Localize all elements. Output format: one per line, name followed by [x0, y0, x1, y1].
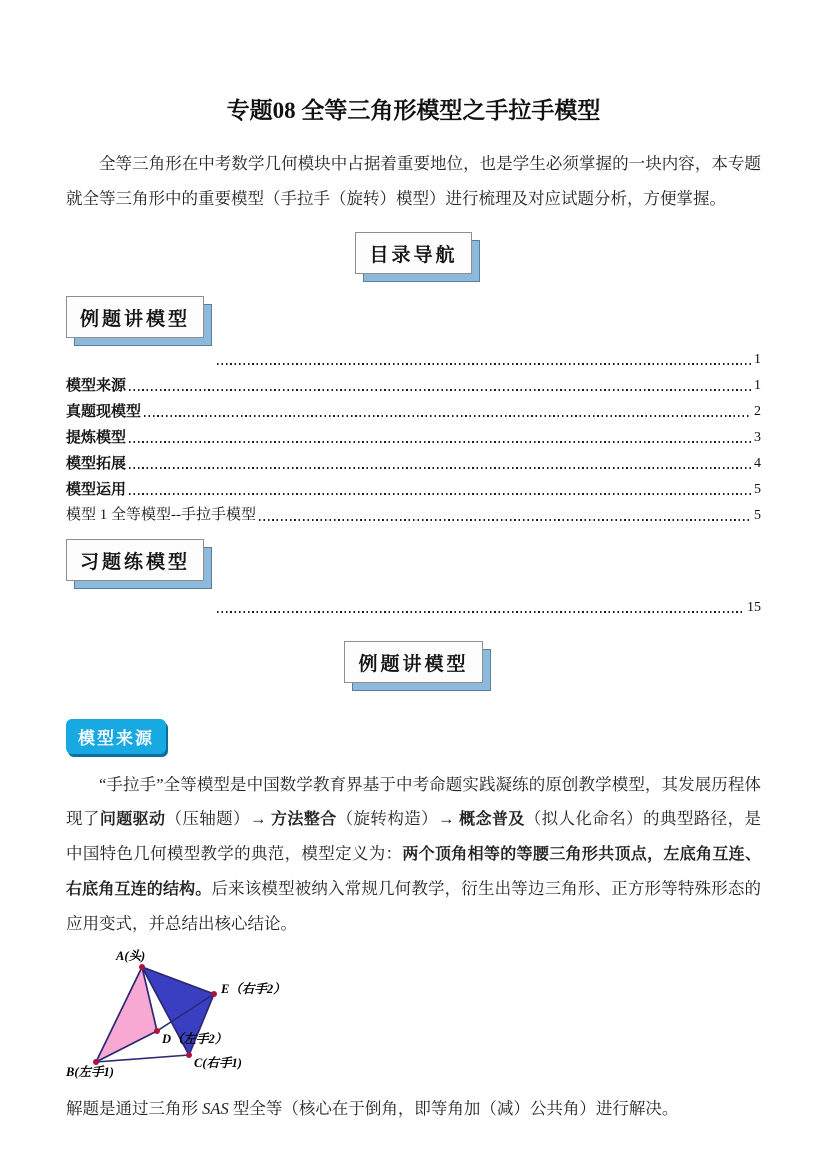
toc-leader-exercises[interactable] — [66, 591, 761, 617]
sas-term: SAS — [202, 1099, 229, 1118]
pink-triangle-ABD — [96, 967, 157, 1062]
toc-page-number: 4 — [754, 456, 761, 471]
label-C-right-hand-1: C(右手1) — [194, 1056, 242, 1070]
toc-nav-badge: 目录导航 — [355, 232, 471, 274]
conclusion-run: 型全等（核心在于倒角，即等角加（减）公共角）进行解决。 — [228, 1099, 679, 1118]
toc-dotted-leader — [129, 467, 751, 469]
toc-dotted-leader — [217, 611, 744, 613]
toc-entry-label: 模型 1 全等模型--手拉手模型 — [66, 507, 256, 523]
conclusion-line — [66, 1094, 761, 1124]
model-source-label: 模型来源 — [66, 719, 166, 754]
toc-dotted-leader — [217, 363, 751, 365]
toc-exercises-block — [66, 591, 761, 617]
hand-in-hand-model-figure — [58, 943, 761, 1090]
toc-dotted-leader — [129, 389, 751, 391]
point-A — [139, 964, 145, 970]
paragraph-run: （旋转构造）→ — [336, 809, 460, 828]
toc-entry-model-source[interactable] — [66, 369, 761, 395]
toc-dotted-leader — [144, 415, 751, 417]
toc-entry-label: 提炼模型 — [66, 429, 127, 446]
edge-BC — [96, 1055, 189, 1062]
paragraph-run-bold: 概念普及 — [459, 811, 525, 828]
point-D — [154, 1028, 160, 1034]
toc-entry-real-exam[interactable] — [66, 395, 761, 421]
model-source-paragraph — [66, 768, 761, 941]
page-title: 专题08 全等三角形模型之手拉手模型 — [226, 98, 601, 123]
exercises-section-badge: 习题练模型 — [66, 539, 204, 581]
examples-section-badge: 例题讲模型 — [66, 296, 204, 338]
toc-page-number: 2 — [754, 404, 761, 419]
toc-entry-model1-hand[interactable] — [66, 499, 761, 525]
paragraph-run: （压轴题）→ — [165, 809, 271, 828]
toc-entry-label: 真题现模型 — [66, 403, 142, 420]
table-of-contents — [66, 343, 761, 525]
toc-page-number: 1 — [754, 352, 761, 367]
toc-page-number: 5 — [754, 482, 761, 497]
toc-page-number: 1 — [754, 378, 761, 393]
conclusion-run: 解题是通过三角形 — [66, 1099, 203, 1118]
toc-page-number: 5 — [754, 508, 761, 523]
examples-heading-badge: 例题讲模型 — [344, 641, 482, 683]
toc-dotted-leader — [129, 493, 751, 495]
toc-entry-refine-model[interactable] — [66, 421, 761, 447]
paragraph-run-bold: 问题驱动 — [99, 811, 166, 828]
intro-paragraph: 全等三角形在中考数学几何模块中占据着重要地位，也是学生必须掌握的一块内容，本专题就全等三角形中的重要模型（手拉手（旋转）模型）进行梳理及对应试题分析，方便掌握。 — [66, 154, 761, 208]
paragraph-run-bold: 方法整合 — [271, 811, 337, 828]
toc-entry-label: 模型来源 — [66, 377, 127, 394]
toc-leader-examples[interactable] — [66, 343, 761, 369]
paragraph-run-bold: 两个顶角相等的等腰三角形共顶点，左底角互连、右底角互连的结构。 — [66, 846, 761, 898]
label-B-left-hand-1: B(左手1) — [66, 1065, 114, 1079]
label-D-left-hand-2: D（左手2） — [162, 1032, 228, 1046]
toc-entry-model-apply[interactable] — [66, 473, 761, 499]
paragraph-run: 后来该模型被纳入常规几何教学，衍生出等边三角形、正方形等特殊形态的应用变式，并总结出核心结论。 — [66, 879, 761, 933]
toc-dotted-leader — [129, 441, 751, 443]
toc-entry-label: 模型运用 — [66, 481, 127, 498]
toc-dotted-leader — [259, 519, 751, 521]
paragraph-run: （拟人化命名）的典型路径，是中国特色几何模型教学的典范，模型定义为： — [66, 809, 761, 863]
label-A-head: A(头) — [116, 949, 146, 963]
point-E — [211, 991, 217, 997]
toc-entry-label: 模型拓展 — [66, 455, 127, 472]
triangle-figure-svg — [58, 943, 318, 1085]
toc-page-number: 3 — [754, 430, 761, 445]
toc-page-number: 15 — [747, 600, 761, 615]
label-E-right-hand-2: E（右手2） — [221, 982, 286, 996]
point-C — [186, 1052, 192, 1058]
toc-entry-model-extend[interactable] — [66, 447, 761, 473]
paragraph-run: “手拉手”全等模型是中国数学教育界基于中考命题实践凝练的原创教学模型，其发展历程体现了 — [66, 775, 761, 828]
